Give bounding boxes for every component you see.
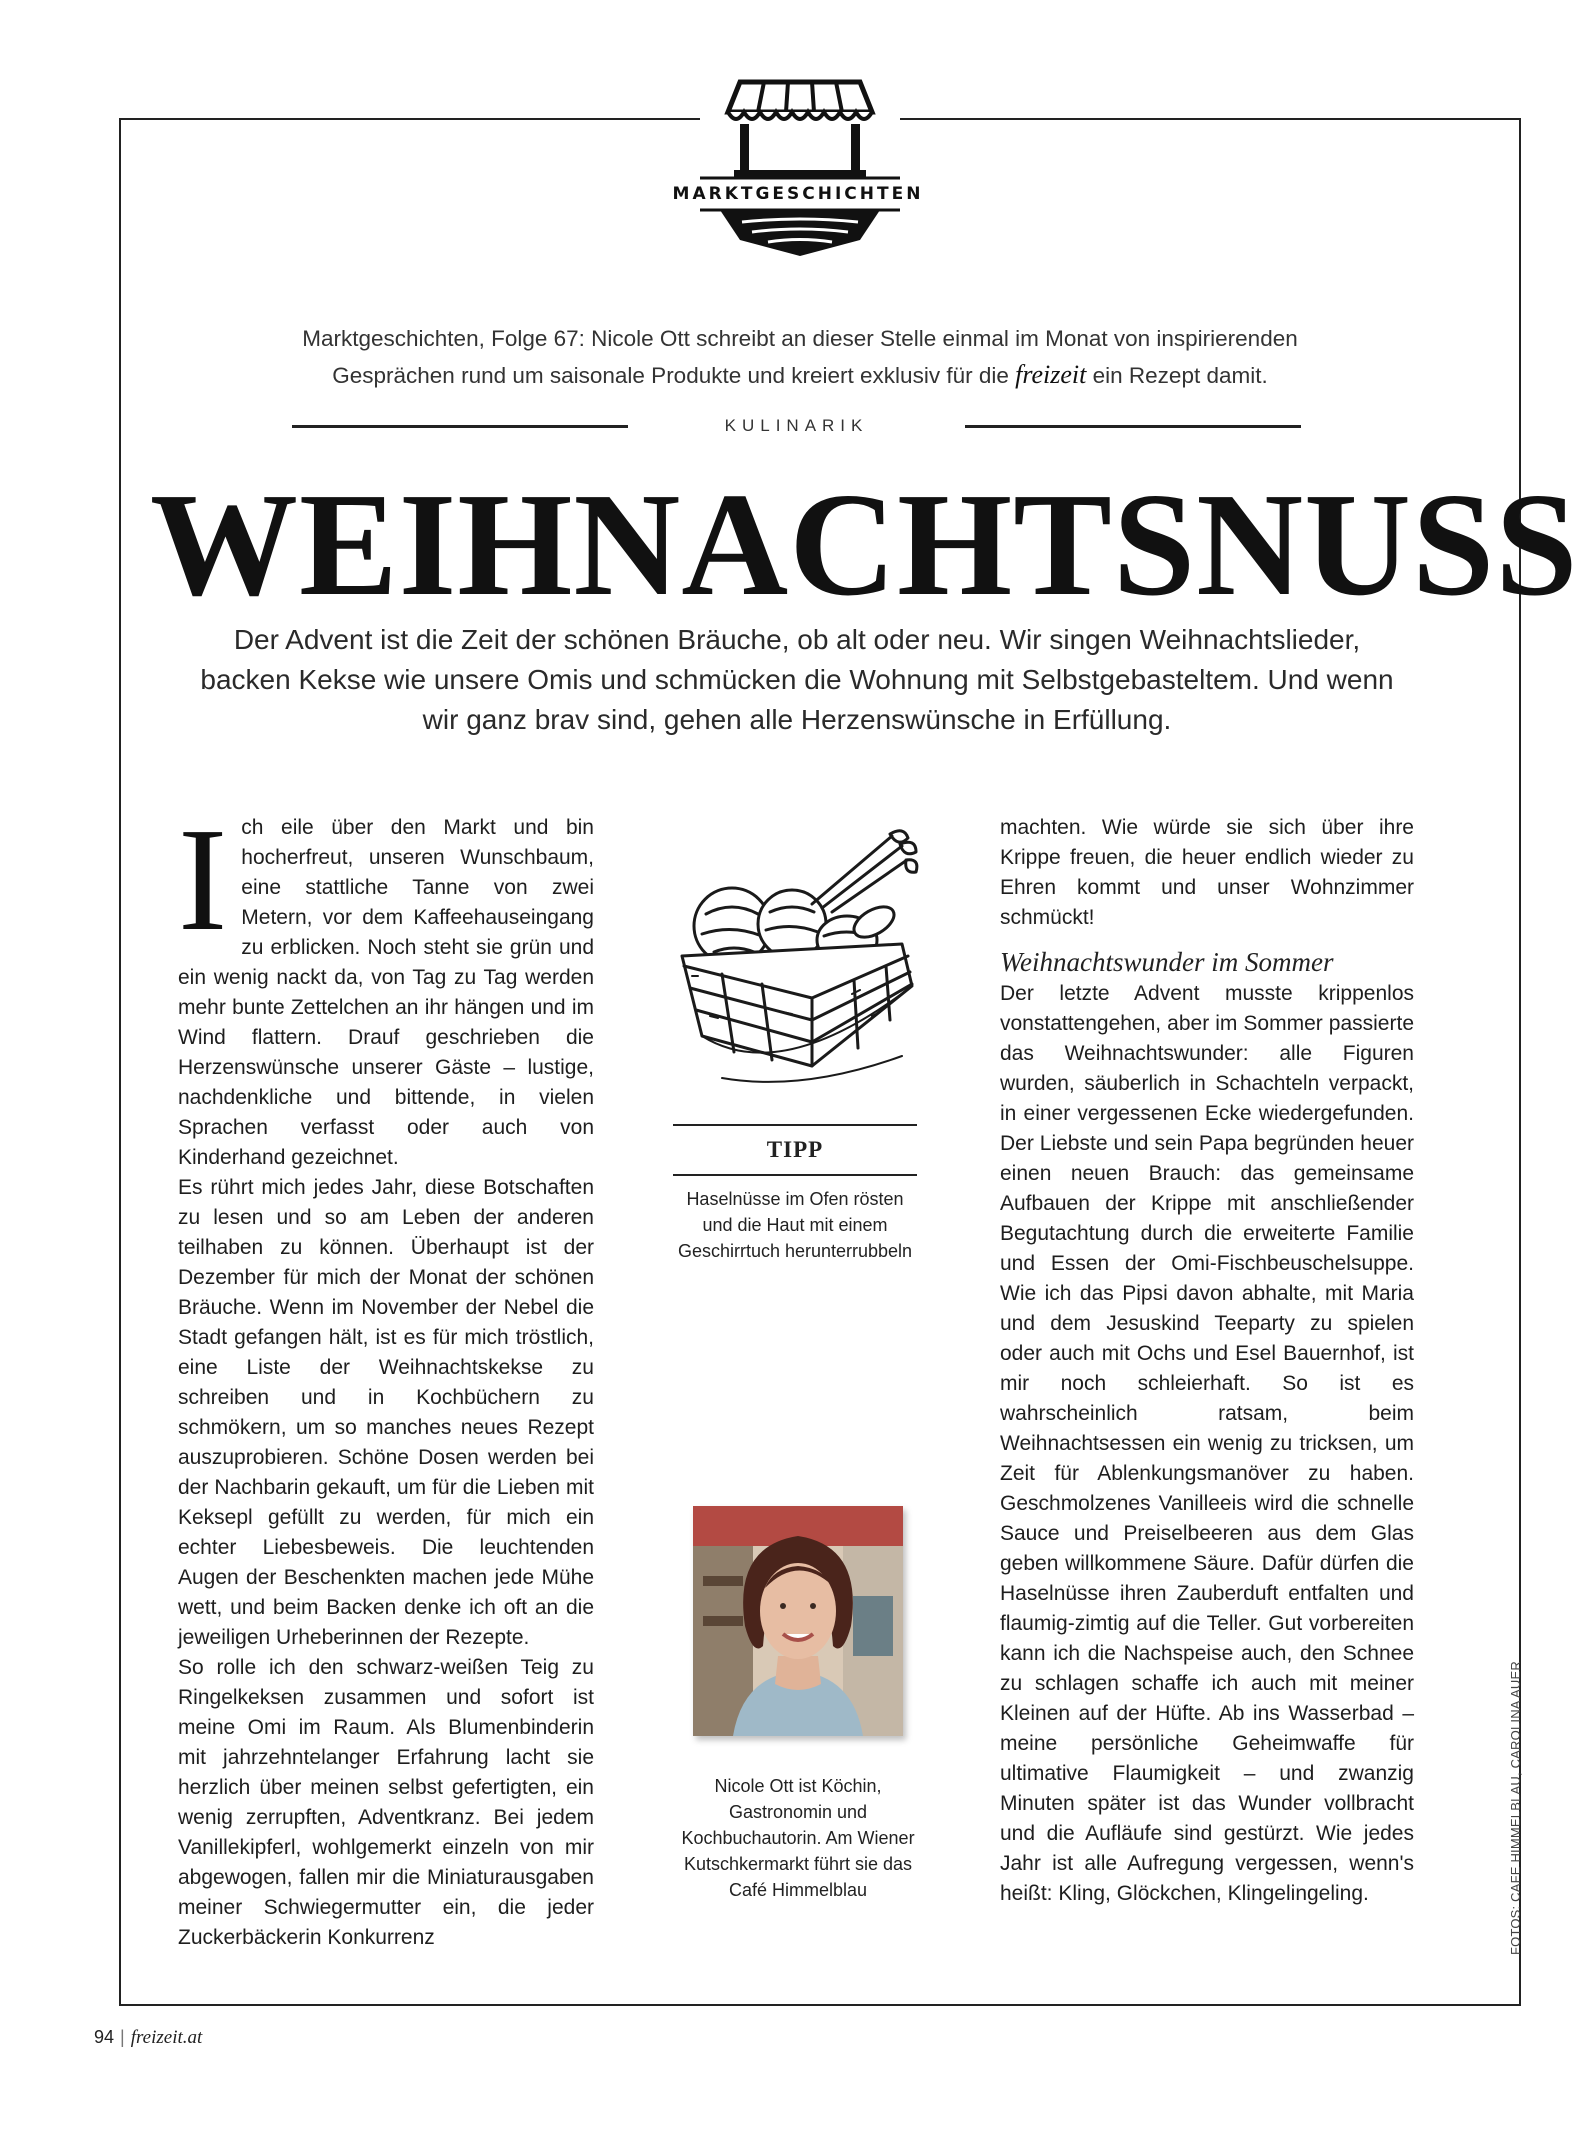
section-label: KULINARIK bbox=[724, 416, 869, 435]
article-paragraph: Es rührt mich jedes Jahr, diese Botschaften zu lesen und so am Leben der anderen teilhaben zu können. Überhaupt ist der Dezember für mich der Monat der schönen Bräuche. Wenn im November der Nebel die Stadt gefangen hält, ist es für mich tröstlich, eine Liste der Weihnachtskekse zu schreiben und in Kochbüchern zu schmökern, um so manches neues Rezept auszuprobieren. Schöne Dosen werden bei der Nachbarin gekauft, um für die Lieben mit Keksерl gefüllt zu werden, für mich ein echter Liebesbeweis. Die leuchtenden Augen der Beschenkten machen jede Mühe wett, und beim Backen denke ich oft an die jeweiligen Urheberinnen der Rezepte. bbox=[178, 1176, 594, 1649]
footer-separator: | bbox=[120, 2027, 125, 2047]
logo-label: MARKTGESCHICHTEN bbox=[672, 184, 924, 204]
lead-paragraph: Der Advent ist die Zeit der schönen Bräuche, ob alt oder neu. Wir singen Weihnachtslieder, backen Kekse wie unsere Omis und schmücken die Wohnung mit Selbstgebasteltem. Und wenn wir ganz brav sind, gehen alle Herzenswünsche in Erfüllung. bbox=[200, 624, 1394, 735]
article-paragraph: machten. Wie würde sie sich über ihre Krippe freuen, die heuer endlich wieder zu Ehren kommt und unser Wohnzimmer schmückt! bbox=[1000, 816, 1414, 929]
headline: WEIHNACHTSNUSS bbox=[150, 463, 1579, 627]
article-column-left bbox=[178, 798, 594, 1953]
article-column-right bbox=[1000, 813, 1414, 1909]
page-footer bbox=[94, 2024, 202, 2051]
article-paragraph: So rolle ich den schwarz-weißen Teig zu Ringelkeksen zusammen und sofort ist meine Omi im Raum. Als Blumenbinderin mit jahrzehntelanger Erfahrung lacht sie herzlich über meinen selbst gefertigten, ein wenig zerrupften, Adventkranz. Bei jedem Vanillekipferl, wohlgemerkt einzeln von mir abgewogen, fallen mir die Miniaturausgaben meiner Schwiegermutter ein, die jeder Zuckerbäckerin Konkurrenz bbox=[178, 1656, 594, 1949]
market-stall-icon bbox=[700, 70, 900, 260]
tip-rule-bottom bbox=[673, 1174, 917, 1176]
photo-credit bbox=[1497, 1655, 1527, 1955]
series-intro bbox=[260, 321, 1340, 394]
tip-box bbox=[673, 1124, 917, 1264]
photo-credit-text: FOTOS: CAFE HIMMELBLAU, CAROLINA AUER bbox=[1508, 1661, 1523, 1955]
series-intro-line-2 bbox=[260, 357, 1340, 394]
drop-cap: I bbox=[178, 798, 228, 962]
section-rule-right bbox=[965, 425, 1301, 428]
tip-title: TIPP bbox=[766, 1137, 824, 1162]
author-portrait bbox=[693, 1506, 903, 1736]
article-subheading: Weihnachtswunder im Sommer bbox=[1000, 947, 1334, 977]
series-intro-line-1: Marktgeschichten, Folge 67: Nicole Ott schreibt an dieser Stelle einmal im Monat von inspirierenden bbox=[302, 326, 1298, 351]
article-paragraph: Der letzte Advent musste krippenlos vonstattengehen, aber im Sommer passierte das Weihnachtswunder: alle Figuren wurden, säuberlich in Schachteln verpackt, in einer vergessenen Ecke wiedergefunden. Der Liebste und sein Papa begründen heuer einen neuen Brauch: das gemeinsame Aufbauen der Krippe mit anschließender Begutachtung durch die erweiterte Familie und Essen der Omi-Fischbeuschelsuppe. Wie ich das Pipsi davon abhalte, mit Maria und dem Jesuskind Teeparty zu spielen oder auch mit Ochs und Esel Bauernhof, ist mir noch schleierhaft. So ist es wahrscheinlich ratsam, beim Weihnachtsessen ein wenig zu tricksen, um Zeit für Ablenkungsmanöver zu haben. Geschmolzenes Vanilleeis wird die schnelle Sauce und Preiselbeeren aus dem Glas geben willkommene Säure. Dafür dürfen die Haselnüsse ihren Zauberduft entfalten und flaumig-zimtig auf die Teller. Gut vorbereiten kann ich die Nachspeise auch, den Schnee zu schlagen schaffe ich auch mit meiner Kleinen auf der Hüfte. Ab ins Wasserbad – meine persönliche Geheimwaffe für ultimative Flaumigkeit – und zwanzig Minuten später ist das Wunder vollbracht und die Aufläufe sind gestürzt. Wie jedes Jahr ist alle Aufregung vergessen, wenn's heißt: Kling, Glöckchen, Klingelingeling. bbox=[1000, 982, 1414, 1905]
article-paragraph: ch eile über den Markt und bin hocherfreut, unseren Wunschbaum, eine stattliche Tanne von zwei Metern, vor dem Kaffeehauseingang zu erblicken. Noch steht sie grün und ein wenig nackt da, von Tag zu Tag werden mehr bunte Zettelchen an ihr hängen und im Wind flattern. Drauf geschrieben die Herzenswünsche unserer Gäste – lustige, nachdenkliche und bittende, in vielen Sprachen verfasst oder auch von Kinderhand gezeichnet. bbox=[178, 816, 594, 1169]
brand-name: freizeit bbox=[1015, 360, 1087, 389]
vegetable-crate-icon bbox=[662, 816, 932, 1096]
series-intro-text-end: ein Rezept damit. bbox=[1092, 363, 1268, 388]
series-intro-text: Gesprächen rund um saisonale Produkte und kreiert exklusiv für die bbox=[332, 363, 1009, 388]
tip-text: Haselnüsse im Ofen rösten und die Haut mit einem Geschirrtuch herunterrubbeln bbox=[677, 1189, 913, 1261]
footer-site: freizeit.at bbox=[130, 2027, 203, 2048]
section-rule-left bbox=[292, 425, 628, 428]
portrait-caption: Nicole Ott ist Köchin, Gastronomin und Kochbuchautorin. Am Wiener Kutschkermarkt führt sie das Café Himmelblau bbox=[681, 1776, 915, 1900]
page-number: 94 bbox=[94, 2027, 115, 2047]
